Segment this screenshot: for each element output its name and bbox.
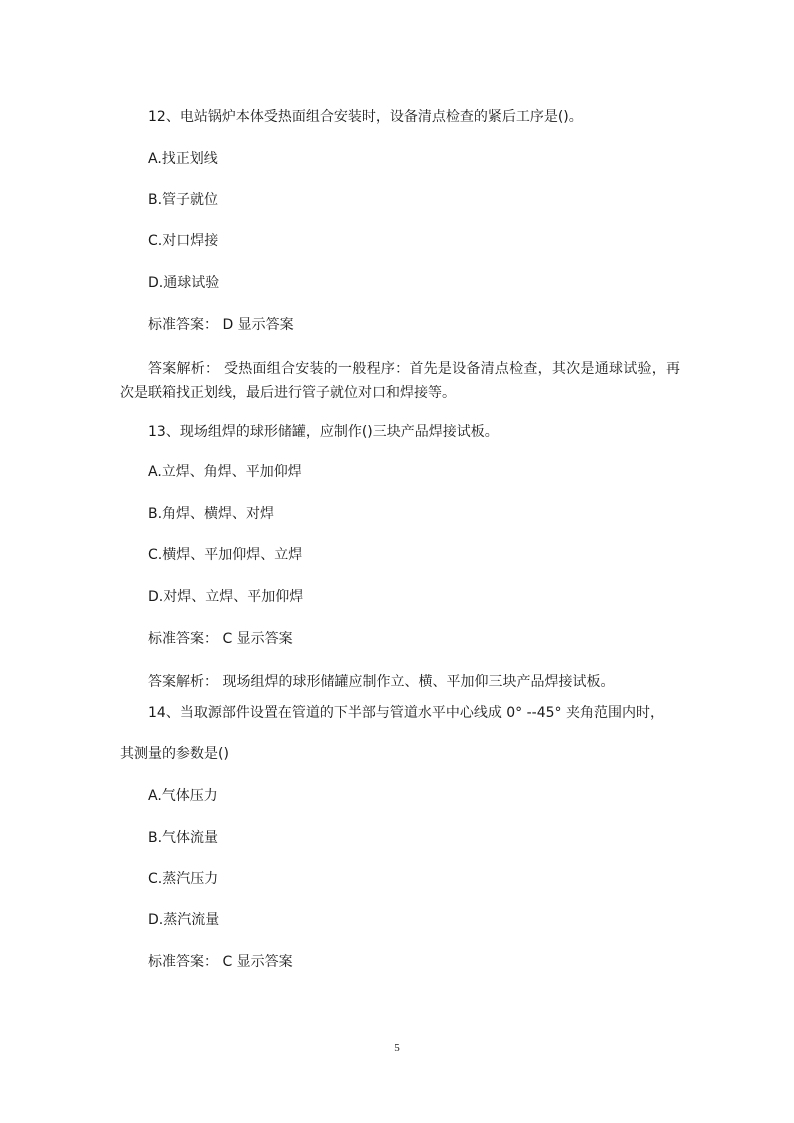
question-13-analysis: 答案解析： 现场组焊的球形储罐应制作立、横、平加仰三块产品焊接试板。 (148, 674, 615, 690)
page-number: 5 (394, 1042, 400, 1054)
question-14-stem: 14、当取源部件设置在管道的下半部与管道水平中心线成 0° --45° 夹角范围内时， (148, 705, 664, 721)
question-13-option-a: A.立焊、角焊、平加仰焊 (148, 464, 302, 480)
question-13-option-c: C.横焊、平加仰焊、立焊 (148, 547, 303, 563)
question-14-answer: 标准答案： C 显示答案 (148, 954, 293, 970)
question-13-option-d: D.对焊、立焊、平加仰焊 (148, 589, 304, 605)
question-12-option-b: B.管子就位 (148, 192, 219, 208)
question-14-stem-continued: 其测量的参数是() (120, 746, 229, 762)
question-14-option-d: D.蒸汽流量 (148, 912, 220, 928)
question-13-option-b: B.角焊、横焊、对焊 (148, 506, 275, 522)
question-12-analysis: 答案解析： 受热面组合安装的一般程序：首先是设备清点检查，其次是通球试验，再次是联箱找正划线，最后进行管子就位对口和焊接等。 (120, 361, 680, 401)
question-12-stem: 12、电站锅炉本体受热面组合安装时，设备清点检查的紧后工序是()。 (148, 109, 583, 125)
question-12-option-a: A.找正划线 (148, 151, 218, 167)
question-14-option-c: C.蒸汽压力 (148, 871, 219, 887)
question-12-option-d: D.通球试验 (148, 275, 220, 291)
question-13-answer: 标准答案： C 显示答案 (148, 631, 293, 647)
question-12-answer: 标准答案： D 显示答案 (148, 317, 294, 333)
question-14-option-a: A.气体压力 (148, 788, 218, 804)
question-12-option-c: C.对口焊接 (148, 233, 219, 249)
question-13-stem: 13、现场组焊的球形储罐，应制作()三块产品焊接试板。 (148, 424, 499, 440)
question-14-option-b: B.气体流量 (148, 830, 219, 846)
